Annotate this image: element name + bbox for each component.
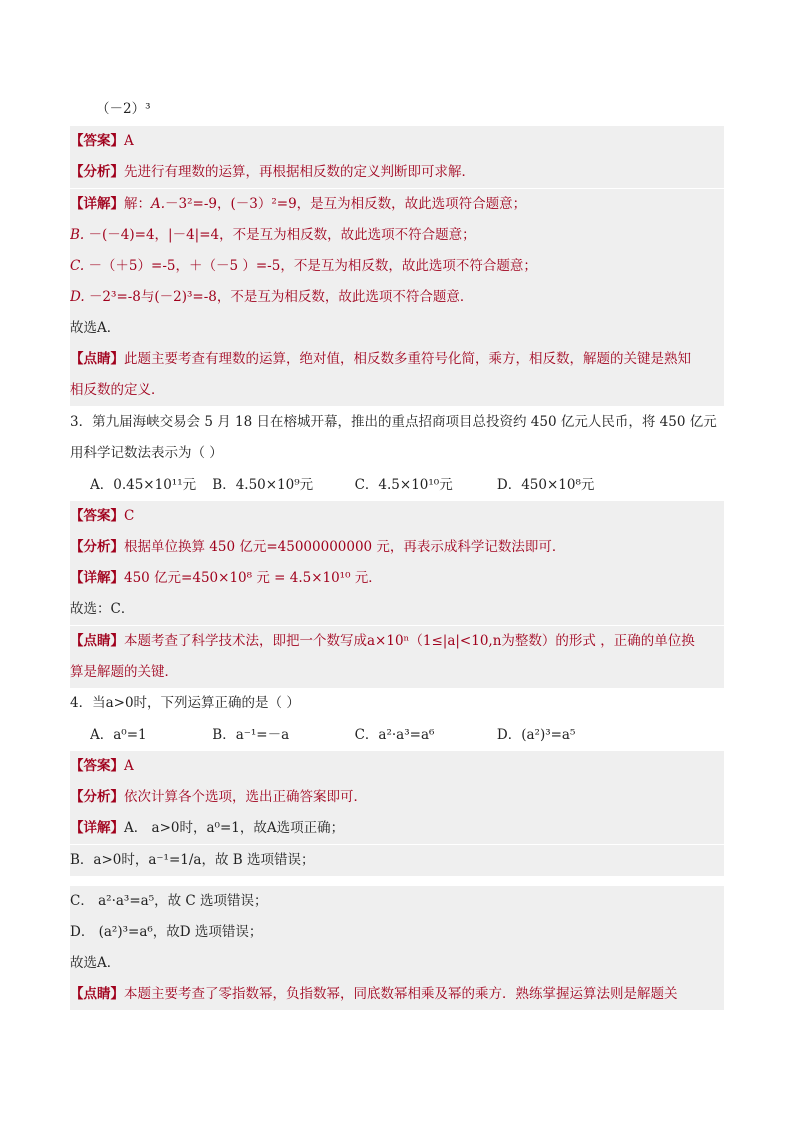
analysis-text: 依次计算各个选项，选出正确答案即可．	[124, 789, 367, 805]
detail-tag: 【详解】	[70, 820, 124, 836]
detail-a-label: A.	[151, 196, 166, 212]
q3-option-d: D．450×10⁸元	[496, 477, 595, 493]
comment-tag: 【点睛】	[70, 633, 124, 649]
q4-stem: 4．当a>0时，下列运算正确的是（ ）	[70, 695, 300, 711]
q2-comment-line-1	[70, 344, 724, 375]
q3-comment-line-2	[70, 657, 724, 688]
q3-stem-line-2: 用科学记数法表示为（ ）	[70, 445, 223, 461]
q3-options	[90, 470, 744, 501]
q4-detail-c-line: C． a²·a³=a⁵，故 C 选项错误；	[70, 886, 724, 917]
detail-d-text: －2³=-8与(－2)³=-8，不是互为相反数，故此选项不符合题意．	[88, 289, 474, 305]
answer-tag: 【答案】	[70, 758, 124, 774]
comment-text-2: 算是解题的关键．	[70, 664, 178, 680]
q2-comment-line-2	[70, 375, 724, 406]
detail-tag: 【详解】	[70, 570, 124, 586]
q4-detail-b-line: B．a>0时，a⁻¹=1/a，故 B 选项错误；	[70, 845, 724, 876]
detail-intro: 解：	[124, 196, 151, 212]
q4-conclusion-line: 故选A．	[70, 948, 724, 979]
q2-option-d: （－2）³	[96, 101, 151, 117]
answer-value: C	[124, 508, 135, 524]
comment-text-2: 相反数的定义．	[70, 382, 165, 398]
q4-detail-line	[70, 813, 724, 844]
q3-detail-line	[70, 563, 724, 594]
q3-answer-line	[70, 501, 724, 532]
q2-detail-line	[70, 189, 724, 220]
detail-text: 450 亿元=450×10⁸ 元 = 4.5×10¹⁰ 元．	[124, 570, 382, 586]
q3-comment-line-1	[70, 626, 724, 657]
q2-detail-d-line	[70, 282, 724, 313]
q3-conclusion-line: 故选：C．	[70, 594, 724, 625]
q4-analysis-line	[70, 782, 724, 813]
answer-tag: 【答案】	[70, 508, 124, 524]
q3-analysis-line	[70, 532, 724, 563]
comment-tag: 【点睛】	[70, 351, 124, 367]
analysis-text: 根据单位换算 450 亿元=45000000000 元，再表示成科学记数法即可．	[124, 539, 566, 555]
analysis-tag: 【分析】	[70, 789, 124, 805]
analysis-tag: 【分析】	[70, 539, 124, 555]
detail-b-text: －(－4)=4，|－4|=4，不是互为相反数，故此选项不符合题意；	[88, 227, 476, 243]
q4-answer-line	[70, 751, 724, 782]
analysis-tag: 【分析】	[70, 164, 124, 180]
q2-conclusion-line: 故选A．	[70, 313, 724, 344]
comment-tag: 【点睛】	[70, 986, 124, 1002]
answer-value: A	[124, 758, 134, 774]
answer-tag: 【答案】	[70, 133, 124, 149]
detail-c-label: C.	[70, 258, 85, 274]
detail-tag: 【详解】	[70, 196, 124, 212]
q4-option-c: C．a²·a³=a⁶	[354, 727, 435, 743]
q2-detail-b-line	[70, 220, 724, 251]
q3-stem-line-1: 3．第九届海峡交易会 5 月 18 日在榕城开幕，推出的重点招商项目总投资约 450 亿元人民币，将 450 亿元	[70, 414, 717, 430]
q3-option-c: C．4.5×10¹⁰元	[354, 477, 453, 493]
detail-a-text: －3²=-9，(－3）²=9，是互为相反数，故此选项符合题意；	[165, 196, 527, 212]
analysis-text: 先进行有理数的运算，再根据相反数的定义判断即可求解．	[124, 164, 475, 180]
q3-option-a: A．0.45×10¹¹元	[90, 477, 197, 493]
q4-option-d: D．(a²)³=a⁵	[496, 727, 576, 743]
q3-option-b: B．4.50×10⁹元	[212, 477, 314, 493]
detail-b-label: B.	[70, 227, 85, 243]
q4-options	[90, 720, 744, 751]
q4-option-a: A．a⁰=1	[90, 727, 147, 743]
answer-value: A	[124, 133, 134, 149]
q4-option-b: B．a⁻¹=－a	[212, 727, 290, 743]
detail-a-text: A． a>0时，a⁰=1，故A选项正确；	[124, 820, 345, 836]
comment-text-1: 此题主要考查有理数的运算，绝对值，相反数多重符号化简，乘方，相反数，解题的关键是熟知	[124, 351, 691, 367]
q2-detail-c-line	[70, 251, 724, 282]
comment-text-1: 本题主要考查了零指数幂，负指数幂，同底数幂相乘及幂的乘方．熟练掌握运算法则是解题关	[124, 986, 678, 1002]
q4-detail-d-line: D． (a²)³=a⁶，故D 选项错误；	[70, 917, 724, 948]
q4-comment-line-1	[70, 979, 724, 1010]
q2-analysis-line	[70, 157, 724, 188]
comment-text-1: 本题考查了科学技术法，即把一个数写成a×10ⁿ（1≤|a|<10,n为整数）的形式 ，正确的单位换	[124, 633, 695, 649]
detail-d-label: D.	[70, 289, 85, 305]
detail-c-text: －（＋5）=-5，＋（－5 ）=-5，不是互为相反数，故此选项不符合题意；	[88, 258, 537, 274]
q2-answer-line	[70, 126, 724, 157]
